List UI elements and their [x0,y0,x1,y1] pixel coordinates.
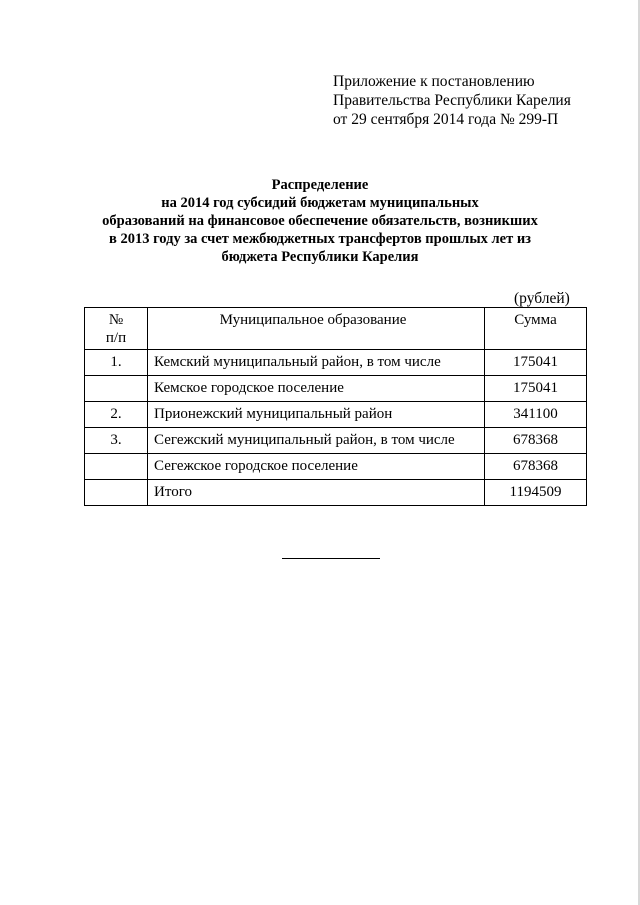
title-line-5: бюджета Республики Карелия [221,249,419,265]
row-name: Кемское городское поселение [148,376,485,402]
row-name: Кемский муниципальный район, в том числе [148,350,485,376]
row-num: 1. [85,350,148,376]
header-num-line-2: п/п [105,330,127,346]
table-row [85,428,587,454]
header-name: Муниципальное образование [148,308,485,350]
appendix-line-1: Приложение к постановлению [333,73,535,90]
row-sum: 175041 [485,350,587,376]
closing-line [282,558,380,559]
title-line-2: на 2014 год субсидий бюджетам муниципальных [161,195,479,211]
row-name: Сегежский муниципальный район, в том числе [148,428,485,454]
table-total-row [85,480,587,506]
title-line-1: Распределение [271,177,369,193]
table-row [85,376,587,402]
appendix-line-2: Правительства Республики Карелия [333,92,571,109]
subsidy-table [84,307,587,506]
row-num [85,480,148,506]
row-name: Сегежское городское поселение [148,454,485,480]
appendix-line-3: от 29 сентября 2014 года № 299-П [333,111,559,128]
row-sum: 175041 [485,376,587,402]
row-num [85,376,148,402]
header-num [85,308,148,350]
document-title [80,176,560,266]
row-name: Итого [148,480,485,506]
row-num: 3. [85,428,148,454]
header-sum: Сумма [485,308,587,350]
header-num-line-1: № [108,312,124,328]
row-num [85,454,148,480]
row-num: 2. [85,402,148,428]
row-sum: 678368 [485,454,587,480]
table-header-row [85,308,587,350]
row-sum: 341100 [485,402,587,428]
appendix-reference [333,72,571,129]
row-name: Прионежский муниципальный район [148,402,485,428]
units-label: (рублей) [514,290,570,307]
table-row [85,454,587,480]
table-row [85,402,587,428]
title-line-4: в 2013 году за счет межбюджетных трансфертов прошлых лет из [108,231,532,247]
row-sum: 678368 [485,428,587,454]
title-line-3: образований на финансовое обеспечение обязательств, возникших [102,213,538,229]
table-row [85,350,587,376]
row-sum: 1194509 [485,480,587,506]
